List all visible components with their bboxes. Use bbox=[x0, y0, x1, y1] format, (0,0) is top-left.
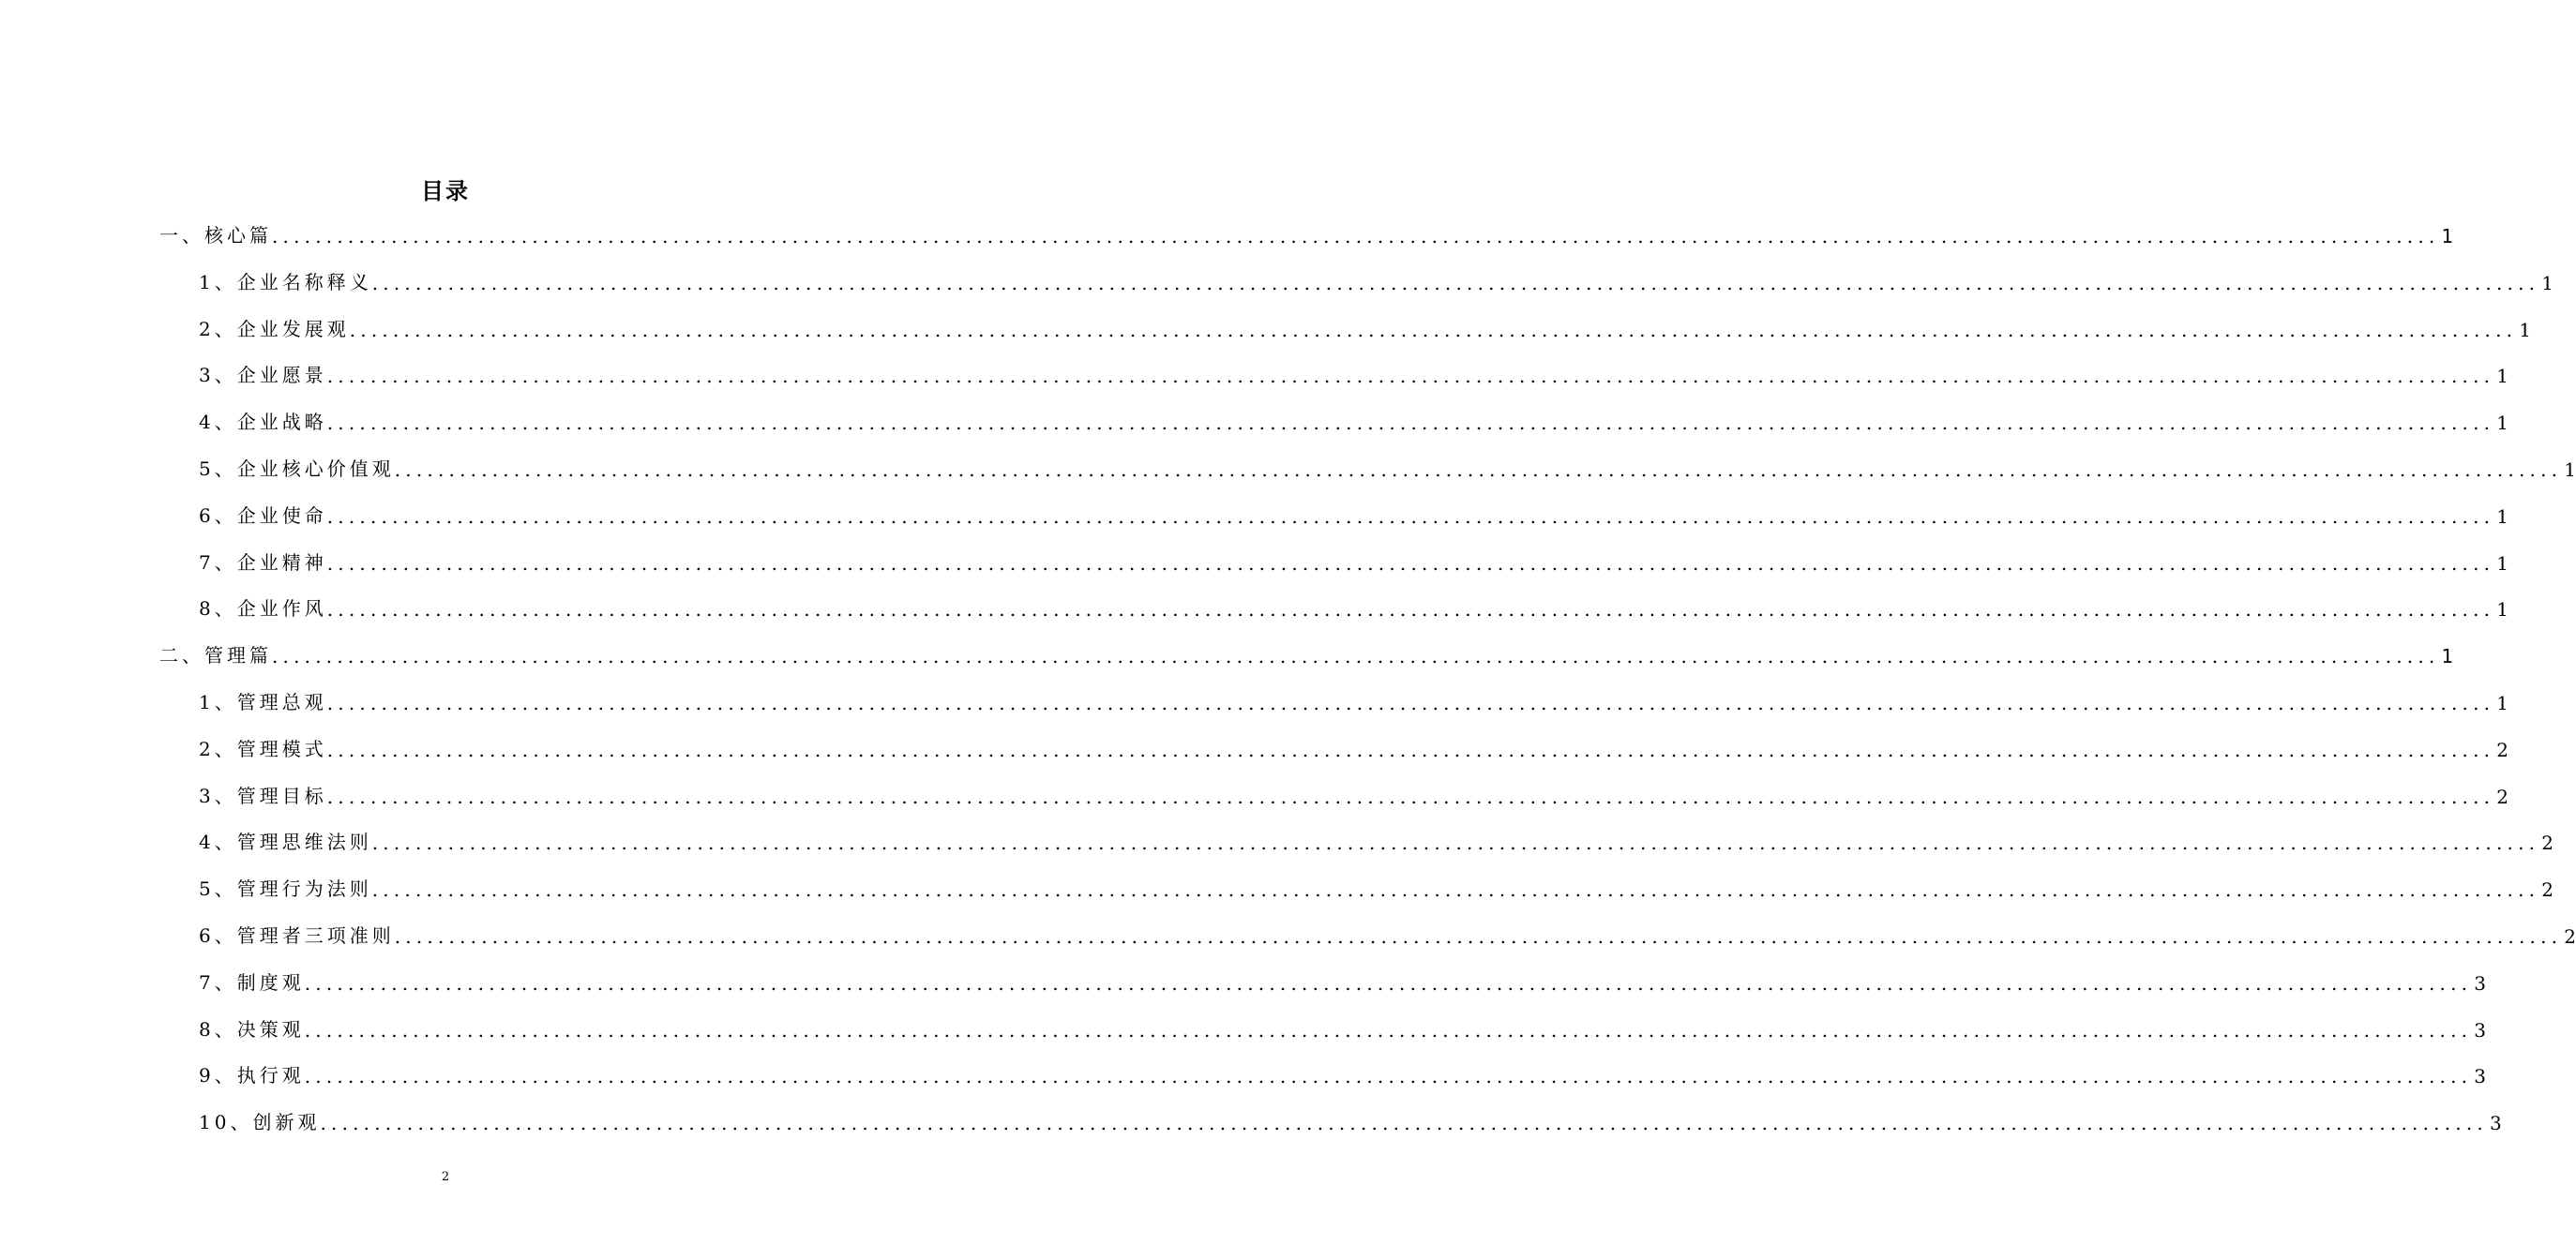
toc-entry-page: 1 bbox=[2496, 692, 2508, 714]
toc-entry-page: 2 bbox=[2541, 878, 2553, 902]
toc-entry[interactable] bbox=[199, 1061, 2486, 1088]
toc-leader-dots: ........................................................................................................................................................................................................ bbox=[272, 225, 2440, 248]
toc-entry[interactable] bbox=[199, 361, 2508, 388]
toc-leader-dots: ........................................................................................................................................................................................................ bbox=[304, 1018, 2473, 1042]
toc-leader-dots: ........................................................................................................................................................................................................ bbox=[326, 551, 2495, 575]
toc-entry[interactable] bbox=[199, 735, 2508, 761]
toc-leader-dots: ........................................................................................................................................................................................................ bbox=[394, 925, 2563, 948]
toc-leader-dots: ........................................................................................................................................................................................................ bbox=[326, 785, 2495, 808]
toc-entry-label: 6、管理者三项准则 bbox=[199, 924, 395, 947]
toc-leader-dots: ........................................................................................................................................................................................................ bbox=[371, 878, 2540, 902]
toc-leader-dots: ........................................................................................................................................................................................................ bbox=[371, 832, 2540, 855]
toc-entry[interactable] bbox=[199, 408, 2508, 435]
toc-entry[interactable] bbox=[199, 455, 2576, 481]
toc-leader-dots: ........................................................................................................................................................................................................ bbox=[326, 412, 2495, 435]
page-number: 2 bbox=[441, 1170, 450, 1184]
toc-entry[interactable] bbox=[199, 922, 2576, 948]
toc-entry[interactable] bbox=[199, 688, 2508, 714]
toc-entry-page: 1 bbox=[2519, 318, 2531, 341]
toc-entry-page: 1 bbox=[2541, 271, 2553, 294]
toc-entry-label: 3、管理目标 bbox=[199, 784, 327, 807]
toc-leader-dots: ........................................................................................................................................................................................................ bbox=[326, 738, 2495, 761]
toc-entry-label: 5、企业核心价值观 bbox=[199, 458, 395, 480]
toc-entry[interactable] bbox=[199, 502, 2508, 528]
toc-entry-label: 6、企业使命 bbox=[199, 503, 327, 527]
toc-entry-page: 1 bbox=[2441, 645, 2454, 668]
toc-entry-page: 2 bbox=[2564, 925, 2576, 948]
toc-leader-dots: ........................................................................................................................................................................................................ bbox=[349, 318, 2518, 341]
toc-entry-label: 5、管理行为法则 bbox=[199, 878, 372, 901]
toc-leader-dots: ........................................................................................................................................................................................................ bbox=[394, 458, 2563, 481]
toc-entry-page: 1 bbox=[2496, 551, 2508, 575]
toc-entry-page: 1 bbox=[2496, 504, 2508, 528]
toc-entry[interactable] bbox=[199, 268, 2553, 294]
toc-leader-dots: ........................................................................................................................................................................................................ bbox=[326, 692, 2495, 714]
toc-entry-label: 1、企业名称释义 bbox=[199, 270, 372, 293]
toc-entry-page: 1 bbox=[2441, 225, 2454, 248]
toc-leader-dots: ........................................................................................................................................................................................................ bbox=[272, 645, 2440, 668]
toc-entry-page: 3 bbox=[2474, 1018, 2486, 1042]
toc-entry-label: 二、管理篇 bbox=[159, 644, 272, 668]
toc-entry-page: 2 bbox=[2541, 832, 2553, 855]
toc-entry-label: 4、企业战略 bbox=[199, 411, 327, 434]
toc-entry[interactable] bbox=[199, 1108, 2502, 1135]
toc-entry-label: 7、制度观 bbox=[199, 970, 305, 994]
toc-entry[interactable] bbox=[199, 875, 2553, 902]
toc-entry[interactable] bbox=[199, 782, 2508, 808]
toc-entry-label: 2、管理模式 bbox=[199, 737, 327, 760]
toc-entry[interactable] bbox=[199, 594, 2508, 622]
toc-entry-label: 3、企业愿景 bbox=[199, 364, 327, 387]
toc-entry-page: 2 bbox=[2496, 738, 2508, 761]
toc-leader-dots: ........................................................................................................................................................................................................ bbox=[326, 504, 2495, 528]
toc-entry-label: 2、企业发展观 bbox=[199, 317, 350, 340]
toc-entry-page: 1 bbox=[2496, 598, 2508, 622]
toc-title: 目录 bbox=[421, 178, 470, 204]
toc-entry-label: 10、创新观 bbox=[199, 1111, 321, 1134]
toc-entry-label: 9、执行观 bbox=[199, 1064, 305, 1088]
toc-entry-page: 2 bbox=[2496, 785, 2508, 808]
toc-entry-label: 8、决策观 bbox=[199, 1017, 305, 1041]
toc-entry[interactable] bbox=[199, 1015, 2486, 1042]
toc-entry[interactable] bbox=[199, 968, 2486, 995]
toc-entry-page: 1 bbox=[2564, 458, 2576, 481]
toc-entry-page: 1 bbox=[2496, 412, 2508, 435]
toc-leader-dots: ........................................................................................................................................................................................................ bbox=[326, 598, 2495, 622]
toc-entry-label: 1、管理总观 bbox=[199, 691, 327, 713]
toc-entry[interactable] bbox=[159, 221, 2454, 248]
toc-entry-label: 8、企业作风 bbox=[199, 597, 327, 621]
toc-entry-page: 1 bbox=[2496, 365, 2508, 388]
toc-entry[interactable] bbox=[159, 641, 2454, 668]
toc-entry-page: 3 bbox=[2474, 971, 2486, 995]
toc-entry[interactable] bbox=[199, 828, 2553, 855]
toc-leader-dots: ........................................................................................................................................................................................................ bbox=[326, 365, 2495, 388]
toc-entry-page: 3 bbox=[2474, 1065, 2486, 1088]
toc-entry-page: 3 bbox=[2489, 1112, 2502, 1135]
toc-entry-label: 4、管理思维法则 bbox=[199, 831, 372, 854]
toc-entry-label: 7、企业精神 bbox=[199, 550, 327, 574]
toc-entry[interactable] bbox=[199, 315, 2531, 341]
toc-entry[interactable] bbox=[199, 548, 2508, 575]
toc-leader-dots: ........................................................................................................................................................................................................ bbox=[304, 1065, 2473, 1088]
toc-leader-dots: ........................................................................................................................................................................................................ bbox=[320, 1112, 2488, 1135]
toc-leader-dots: ........................................................................................................................................................................................................ bbox=[304, 971, 2473, 995]
toc-entry-label: 一、核心篇 bbox=[159, 224, 272, 247]
toc-leader-dots: ........................................................................................................................................................................................................ bbox=[371, 271, 2540, 294]
